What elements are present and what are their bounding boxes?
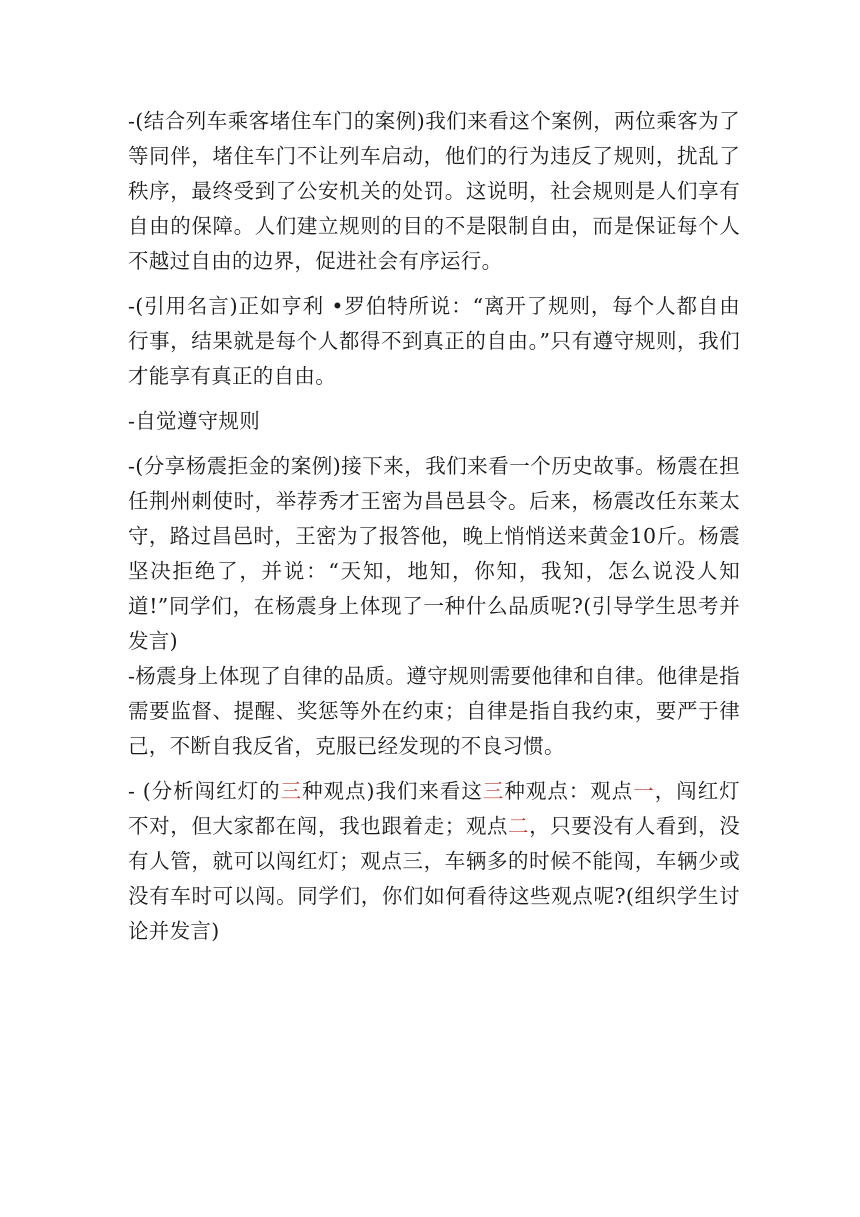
- text-segment: ，闯红灯不对，但大家都在闯，我也跟着走；观点: [128, 779, 740, 838]
- paragraph-quote: -(引用名言)正如亨利 •罗伯特所说：“离开了规则，每个人都自由行事，结果就是每个人都得不到真正的自由。”只有遵守规则，我们才能享有真正的自由。: [128, 294, 740, 388]
- highlight-text: 二: [508, 814, 530, 838]
- paragraph-train-case: -(结合列车乘客堵住车门的案例)我们来看这个案例，两位乘客为了等同伴，堵住车门不让列车启动，他们的行为违反了规则，扰乱了秩序，最终受到了公安机关的处罚。这说明，社会规则是人们享有自由的保障。人们建立规则的目的不是限制自由，而是保证每个人不越过自由的边界，促进社会有序运行。: [128, 109, 740, 273]
- text-segment: 种观点)我们来看这: [302, 779, 483, 803]
- paragraph-self-discipline: -杨震身上体现了自律的品质。遵守规则需要他律和自律。他律是指需要监督、提醒、奖惩等外在约束；自律是指自我约束，要严于律己，不断自我反省，克服已经发现的不良习惯。: [128, 664, 740, 758]
- text-segment: - (分析闯红灯的: [128, 779, 281, 803]
- highlight-text: 三: [482, 779, 505, 803]
- text-segment: 种观点：观点: [504, 779, 634, 803]
- text-segment: ，只要没有人看到，没有人管，就可以闯红灯；观点三，车辆多的时候不能闯，车辆少或没有车时可以闯。同学们，你们如何看待这些观点呢?(组织学生讨论并发言): [128, 814, 740, 943]
- document-body: [128, 104, 740, 959]
- highlight-text: 三: [280, 779, 303, 803]
- paragraph-yang-zhen-case: -(分享杨震拒金的案例)接下来，我们来看一个历史故事。杨震在担任荆州刺使时，举荐秀才王密为昌邑县令。后来，杨震改任东莱太守，路过昌邑时，王密为了报答他，晚上悄悄送来黄金10斤。杨震坚决拒绝了，并说：“天知，地知，你知，我知，怎么说没人知道!”同学们，在杨震身上体现了一种什么品质呢?(引导学生思考并发言): [128, 454, 740, 653]
- highlight-text: 一: [633, 779, 655, 803]
- paragraph-red-light-views: [128, 774, 740, 949]
- paragraph-heading-self-discipline: -自觉遵守规则: [128, 409, 261, 433]
